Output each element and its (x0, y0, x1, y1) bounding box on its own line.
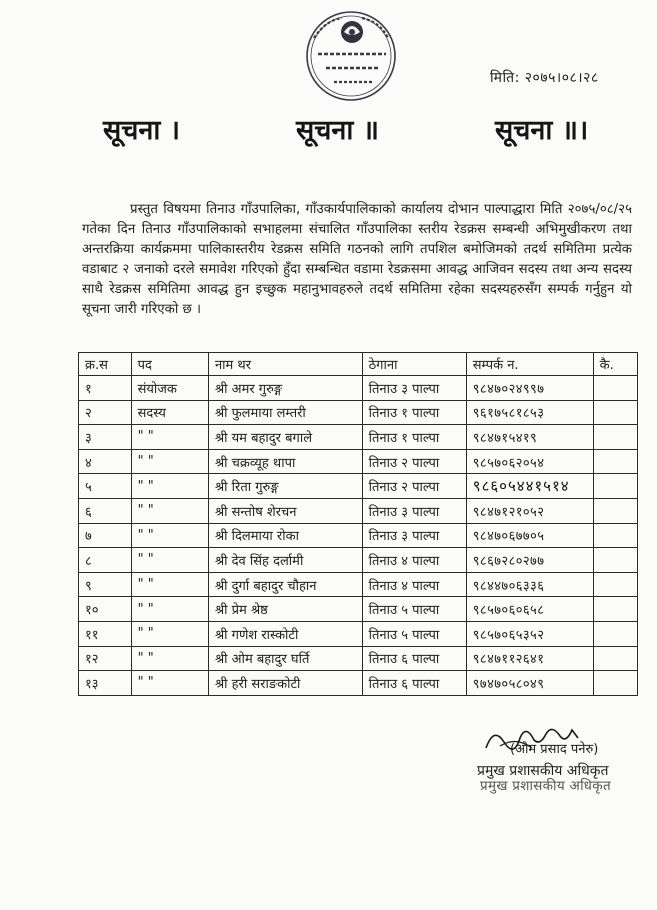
seal-stamp-icon (296, 8, 406, 108)
cell-name: श्री दिलमाया रोका (208, 523, 362, 548)
cell-remarks (593, 646, 637, 671)
cell-contact: ९८५७०६२०५४ (466, 449, 593, 474)
cell-address: तिनाउ १ पाल्पा (362, 400, 466, 425)
cell-sn: ३ (79, 425, 132, 450)
cell-post: " " (131, 474, 208, 499)
cell-post: " " (131, 597, 208, 622)
cell-remarks (593, 572, 637, 597)
cell-post: " " (131, 449, 208, 474)
cell-remarks (593, 597, 637, 622)
notice-body: प्रस्तुत विषयमा तिनाउ गाँउपालिका, गाँउकार्यपालिकाको कार्यालय दोभान पाल्पाद्धारा मिति २०७५/०८/२५ गतेका दिन तिनाउ गाँउपालिकाको सभाहलमा संचालित गाँउपालिका स्तरीय रेडक्रस सम्बन्धी अभिमुखीकरण तथा अन्तरक्रिया कार्यक्रममा पालिकास्तरीय रेडक्रस समिति गठनको लागि तपशिल बमोजिमको तदर्थ समितिमा प्रत्येक वडाबाट २ जनाको दरले समावेश गरिएको हुँदा सम्बन्धित वडामा रेडक्रसमा आवद्ध आजिवन सदस्य तथा अन्य सदस्य साथै रेडक्रस समितिमा आवद्ध हुन इच्छुक महानुभावहरुले तदर्थ समितिमा रहेका सदस्यहरुसँग सम्पर्क गर्नुहुन यो सूचना जारी गरिएको छ । (82, 202, 632, 318)
cell-address: तिनाउ ६ पाल्पा (362, 646, 466, 671)
cell-name: श्री चक्रव्यूह थापा (208, 449, 362, 474)
cell-contact: ९८५७०६५३५२ (466, 621, 593, 646)
cell-post: " " (131, 523, 208, 548)
cell-sn: १० (79, 597, 132, 622)
cell-contact: ९६१७५८१८५३ (466, 400, 593, 425)
signatory-stamp-title: प्रमुख प्रशासकीय अधिकृत (480, 778, 611, 794)
cell-post: सदस्य (131, 400, 208, 425)
cell-contact: ९८४७०६७७०५ (466, 523, 593, 548)
cell-remarks (593, 523, 637, 548)
notice-title-2: सूचना ॥ (296, 115, 379, 146)
cell-post: " " (131, 548, 208, 573)
cell-post: " " (131, 646, 208, 671)
cell-remarks (593, 498, 637, 523)
cell-contact: ९८६७२८०२७७ (466, 548, 593, 573)
table-row (79, 400, 638, 425)
cell-name: श्री प्रेम श्रेष्ठ (208, 597, 362, 622)
cell-address: तिनाउ ५ पाल्पा (362, 621, 466, 646)
header-remarks: कै. (593, 353, 637, 376)
cell-contact: ९८६०५४४१५१४ (466, 474, 593, 499)
cell-contact: ९८४७१२१०५२ (466, 498, 593, 523)
cell-address: तिनाउ ५ पाल्पा (362, 597, 466, 622)
notice-title-1: सूचना । (103, 115, 181, 146)
cell-name: श्री अमर गुरुङ्ग (208, 376, 362, 401)
table-row (79, 498, 638, 523)
cell-address: तिनाउ ३ पाल्पा (362, 376, 466, 401)
table-row (79, 646, 638, 671)
cell-post: संयोजक (131, 376, 208, 401)
cell-post: " " (131, 671, 208, 696)
cell-sn: ४ (79, 449, 132, 474)
cell-contact: ९८४४७०६३३६ (466, 572, 593, 597)
table-row (79, 523, 638, 548)
cell-address: तिनाउ २ पाल्पा (362, 474, 466, 499)
cell-address: तिनाउ १ पाल्पा (362, 425, 466, 450)
cell-address: तिनाउ ४ पाल्पा (362, 572, 466, 597)
notice-titles (0, 110, 657, 154)
cell-address: तिनाउ २ पाल्पा (362, 449, 466, 474)
table-row (79, 572, 638, 597)
cell-address: तिनाउ ६ पाल्पा (362, 671, 466, 696)
cell-contact: ९८४७११२६४१ (466, 646, 593, 671)
table-header-row (79, 353, 638, 376)
office-seal (296, 8, 406, 108)
table-row (79, 671, 638, 696)
table-row (79, 548, 638, 573)
cell-name: श्री देव सिंह दर्लामी (208, 548, 362, 573)
cell-name: श्री रिता गुरुङ्ग (208, 474, 362, 499)
table-row (79, 425, 638, 450)
cell-name: श्री हरी सराङकोटी (208, 671, 362, 696)
cell-name: श्री यम बहादुर बगाले (208, 425, 362, 450)
cell-remarks (593, 474, 637, 499)
table-row (79, 621, 638, 646)
table-row (79, 376, 638, 401)
cell-post: " " (131, 498, 208, 523)
committee-members-table (78, 352, 638, 696)
cell-name: श्री गणेश रास्कोटी (208, 621, 362, 646)
cell-name: श्री दुर्गा बहादुर चौहान (208, 572, 362, 597)
table-row (79, 474, 638, 499)
signatory-name: (ओम प्रसाद पनेरु) (510, 742, 599, 757)
cell-remarks (593, 376, 637, 401)
cell-sn: १३ (79, 671, 132, 696)
header-contact: सम्पर्क न. (466, 353, 593, 376)
cell-remarks (593, 449, 637, 474)
cell-remarks (593, 425, 637, 450)
cell-sn: ६ (79, 498, 132, 523)
cell-name: श्री ओम बहादुर घर्ति (208, 646, 362, 671)
cell-post: " " (131, 425, 208, 450)
cell-sn: ५ (79, 474, 132, 499)
notice-title-3: सूचना ॥। (495, 115, 589, 146)
cell-contact: ९७४७०५८०४९ (466, 671, 593, 696)
cell-sn: १ (79, 376, 132, 401)
table-row (79, 597, 638, 622)
cell-contact: ९८४७१५४१९ (466, 425, 593, 450)
cell-name: श्री फुलमाया लम्तरी (208, 400, 362, 425)
cell-remarks (593, 400, 637, 425)
cell-post: " " (131, 572, 208, 597)
cell-sn: १२ (79, 646, 132, 671)
cell-sn: २ (79, 400, 132, 425)
table-row (79, 449, 638, 474)
signatory-title: प्रमुख प्रशासकीय अधिकृत (477, 763, 609, 779)
cell-contact: ९८५७०६०६५८ (466, 597, 593, 622)
cell-contact: ९८४७०२४९९७ (466, 376, 593, 401)
cell-sn: ९ (79, 572, 132, 597)
cell-address: तिनाउ ३ पाल्पा (362, 498, 466, 523)
cell-name: श्री सन्तोष शेरचन (208, 498, 362, 523)
cell-post: " " (131, 621, 208, 646)
header-sn: क्र.स (79, 353, 132, 376)
header-post: पद (131, 353, 208, 376)
cell-sn: ११ (79, 621, 132, 646)
cell-address: तिनाउ ४ पाल्पा (362, 548, 466, 573)
header-name: नाम थर (208, 353, 362, 376)
cell-sn: ७ (79, 523, 132, 548)
notice-date: मिति: २०७५।०८।२८ (490, 70, 599, 86)
cell-remarks (593, 671, 637, 696)
cell-remarks (593, 548, 637, 573)
cell-address: तिनाउ ३ पाल्पा (362, 523, 466, 548)
cell-sn: ८ (79, 548, 132, 573)
cell-remarks (593, 621, 637, 646)
header-address: ठेगाना (362, 353, 466, 376)
